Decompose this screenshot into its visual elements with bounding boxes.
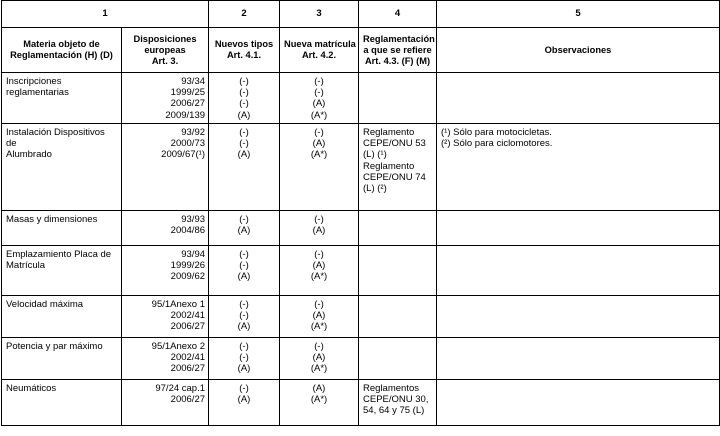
cell-line: (²) Sólo para ciclomotores.: [441, 138, 553, 150]
cell-line: (A): [237, 149, 251, 161]
column-number-4: 4: [359, 1, 437, 28]
table-row: [2, 211, 720, 246]
cell-line: 2002/41: [170, 352, 206, 364]
disposiciones-cell: [122, 296, 209, 338]
cell-line: 2006/27: [170, 321, 206, 333]
cell-line: (-): [239, 310, 249, 322]
cell-line: Alumbrado: [6, 149, 52, 161]
observaciones-cell: [437, 211, 720, 246]
cell-line: 2006/27: [170, 394, 206, 406]
table-row: [2, 73, 720, 124]
cell-line: 1999/25: [170, 87, 206, 99]
cell-line: Matrícula: [6, 260, 46, 272]
nuevos-tipos-cell: [209, 124, 280, 211]
reglamentacion-cell: [359, 124, 437, 211]
cell-line: Inscripciones: [6, 76, 62, 87]
cell-line: (A): [237, 271, 251, 283]
cell-line: (-): [239, 383, 249, 394]
cell-line: 95/1Anexo 2: [151, 341, 206, 352]
nueva-matricula-cell: [280, 73, 359, 124]
table-row: [2, 246, 720, 296]
cell-line: (A): [312, 98, 326, 110]
column-number-3: 3: [280, 1, 359, 28]
cell-line: (¹) Sólo para motocicletas.: [441, 127, 552, 138]
cell-line: Velocidad máxima: [6, 299, 84, 310]
reglamentacion-cell: [359, 211, 437, 246]
observaciones-cell: [437, 246, 720, 296]
table-row: [2, 380, 720, 426]
nuevos-tipos-cell: [209, 73, 280, 124]
disposiciones-cell: [122, 73, 209, 124]
observaciones-cell: [437, 338, 720, 380]
cell-line: Reglamento: [363, 127, 415, 138]
cell-line: reglamentarias: [6, 87, 69, 99]
cell-line: (A): [237, 394, 251, 406]
observaciones-cell: [437, 380, 720, 426]
header-observaciones: Observaciones: [437, 28, 720, 73]
disposiciones-cell: [122, 246, 209, 296]
cell-line: (-): [239, 214, 249, 225]
cell-line: (-): [314, 299, 324, 310]
materia-cell: [2, 296, 122, 338]
cell-line: (A): [312, 138, 326, 150]
cell-line: (A): [237, 109, 251, 121]
cell-line: (-): [314, 249, 324, 260]
disposiciones-cell: [122, 211, 209, 246]
cell-line: Emplazamiento Placa de: [6, 249, 112, 260]
header-nueva-matricula: Nueva matrícula Art. 4.2.: [280, 28, 359, 73]
materia-cell: [2, 246, 122, 296]
header-materia: Materia objeto de Reglamentación (H) (D): [2, 28, 122, 73]
cell-line: (L) (²): [363, 183, 387, 195]
cell-line: (-): [314, 214, 324, 225]
cell-line: (-): [239, 138, 249, 150]
cell-line: (-): [239, 98, 249, 110]
cell-line: (A*): [310, 394, 328, 406]
cell-line: Reglamentos: [363, 383, 419, 394]
cell-line: 93/34: [181, 76, 206, 87]
materia-cell: [2, 124, 122, 211]
cell-line: Masas y dimensiones: [6, 214, 98, 225]
cell-line: 2000/73: [170, 138, 206, 150]
column-number-2: 2: [209, 1, 280, 28]
cell-line: (-): [239, 87, 249, 99]
cell-line: (A*): [310, 363, 328, 375]
cell-line: 1999/26: [170, 260, 206, 272]
cell-line: (-): [239, 341, 249, 352]
reglamentacion-cell: [359, 73, 437, 124]
cell-line: (-): [314, 341, 324, 352]
observaciones-cell: [437, 124, 720, 211]
header-nuevos-tipos: Nuevos tipos Art. 4.1.: [209, 28, 280, 73]
observaciones-cell: [437, 296, 720, 338]
cell-line: 2002/41: [170, 310, 206, 322]
disposiciones-cell: [122, 338, 209, 380]
column-number-row: [2, 1, 720, 28]
column-title-row: [2, 28, 720, 73]
cell-line: Instalación Dispositivos de: [6, 127, 105, 150]
cell-line: (A): [312, 260, 326, 272]
cell-line: (-): [239, 299, 249, 310]
nuevos-tipos-cell: [209, 211, 280, 246]
disposiciones-cell: [122, 380, 209, 426]
cell-line: (A*): [310, 271, 328, 283]
nueva-matricula-cell: [280, 296, 359, 338]
column-number-1: 1: [2, 1, 209, 28]
cell-line: 2009/139: [165, 109, 206, 121]
cell-line: (A): [312, 352, 326, 364]
materia-cell: [2, 211, 122, 246]
observaciones-cell: [437, 73, 720, 124]
materia-cell: [2, 380, 122, 426]
cell-line: (A*): [310, 321, 328, 333]
cell-line: CEPE/ONU 53: [363, 138, 426, 150]
reglamentacion-cell: [359, 246, 437, 296]
cell-line: (-): [239, 76, 249, 87]
cell-line: (A): [312, 225, 326, 237]
materia-cell: [2, 73, 122, 124]
nueva-matricula-cell: [280, 338, 359, 380]
cell-line: 2009/67(¹): [161, 149, 206, 161]
cell-line: (A*): [310, 109, 328, 121]
materia-cell: [2, 338, 122, 380]
cell-line: Neumáticos: [6, 383, 57, 394]
reglamentacion-cell: [359, 296, 437, 338]
cell-line: 2009/62: [170, 271, 206, 283]
cell-line: (-): [239, 127, 249, 138]
cell-line: (-): [314, 127, 324, 138]
cell-line: CEPE/ONU 30,: [363, 394, 429, 406]
cell-line: (-): [314, 87, 324, 99]
cell-line: 97/24 cap.1: [155, 383, 206, 394]
header-disposiciones: Disposiciones europeas Art. 3.: [122, 28, 209, 73]
cell-line: (A): [237, 363, 251, 375]
nuevos-tipos-cell: [209, 380, 280, 426]
cell-line: CEPE/ONU 74: [363, 171, 426, 183]
cell-line: (A): [312, 310, 326, 322]
table-row: [2, 338, 720, 380]
nueva-matricula-cell: [280, 246, 359, 296]
nuevos-tipos-cell: [209, 296, 280, 338]
cell-line: (-): [239, 249, 249, 260]
table-row: [2, 124, 720, 211]
cell-line: 93/92: [181, 127, 206, 138]
nueva-matricula-cell: [280, 124, 359, 211]
regulation-table: [1, 0, 720, 426]
header-reglamentacion: Reglamentación a que se refiere Art. 4.3. (F) (M): [359, 28, 437, 73]
cell-line: 2006/27: [170, 98, 206, 110]
table-row: [2, 296, 720, 338]
cell-line: Reglamento: [363, 160, 415, 172]
cell-line: (A): [237, 321, 251, 333]
nuevos-tipos-cell: [209, 338, 280, 380]
cell-line: (-): [314, 76, 324, 87]
cell-line: 95/1Anexo 1: [151, 299, 206, 310]
reglamentacion-cell: [359, 380, 437, 426]
cell-line: Potencia y par máximo: [6, 341, 103, 352]
nueva-matricula-cell: [280, 211, 359, 246]
cell-line: (-): [239, 260, 249, 272]
cell-line: 93/94: [181, 249, 206, 260]
nueva-matricula-cell: [280, 380, 359, 426]
reglamentacion-cell: [359, 338, 437, 380]
cell-line: (L) (¹): [363, 149, 387, 161]
cell-line: (A*): [310, 149, 328, 161]
column-number-5: 5: [437, 1, 720, 28]
cell-line: 2006/27: [170, 363, 206, 375]
nuevos-tipos-cell: [209, 246, 280, 296]
cell-line: (A): [312, 383, 326, 394]
cell-line: 54, 64 y 75 (L): [363, 405, 425, 417]
cell-line: 2004/86: [170, 225, 206, 237]
cell-line: (-): [239, 352, 249, 364]
cell-line: 93/93: [181, 214, 206, 225]
cell-line: (A): [237, 225, 251, 237]
disposiciones-cell: [122, 124, 209, 211]
